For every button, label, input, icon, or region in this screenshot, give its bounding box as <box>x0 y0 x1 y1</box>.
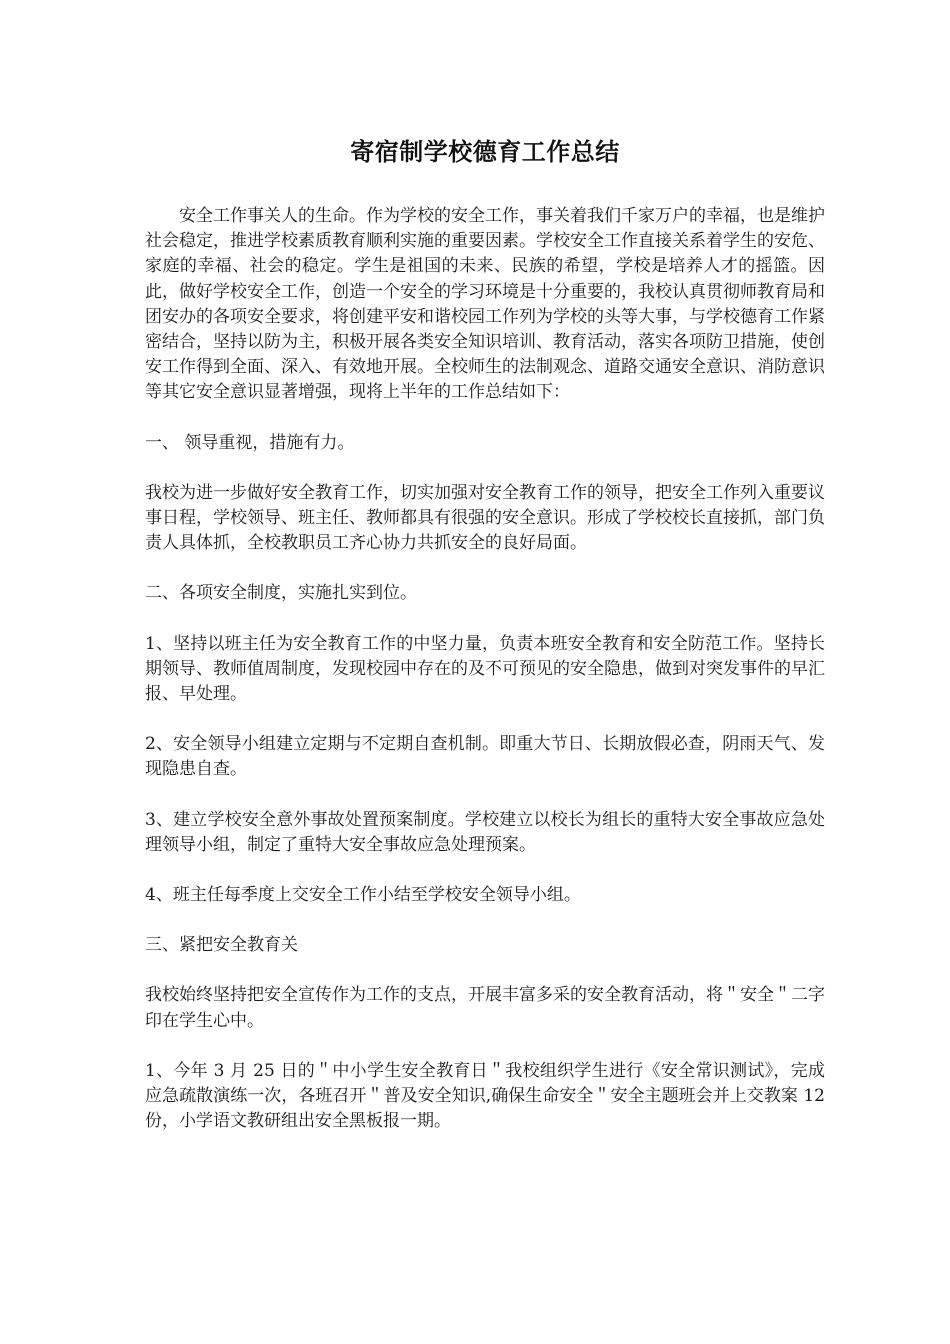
document-page <box>145 132 825 1134</box>
section-1-paragraph: 我校为进一步做好安全教育工作，切实加强对安全教育工作的领导，把安全工作列入重要议事日程，学校领导、班主任、教师都具有很强的安全意识。形成了学校校长直接抓，部门负责人具体抓，全校教职员工齐心协力共抓安全的良好局面。 <box>145 482 825 554</box>
section-2-item-3: 3、建立学校安全意外事故处置预案制度。学校建立以校长为组长的重特大安全事故应急处理领导小组，制定了重特大安全事故应急处理预案。 <box>145 809 825 855</box>
section-3-item-1: 1、今年 3 月 25 日的＂中小学生安全教育日＂我校组织学生进行《安全常识测试》，完成应急疏散演练一次，各班召开＂普及安全知识,确保生命安全＂安全主题班会并上交教案 12 份，小学语文教研组出安全黑板报一期。 <box>145 1060 825 1132</box>
section-2-item-2: 2、安全领导小组建立定期与不定期自查机制。即重大节日、长期放假必查，阴雨天气、发现隐患自查。 <box>145 734 825 780</box>
section-heading-2: 二、各项安全制度，实施扎实到位。 <box>145 583 417 604</box>
section-2-item-4: 4、班主任每季度上交安全工作小结至学校安全领导小组。 <box>145 885 581 906</box>
section-heading-3: 三、紧把安全教育关 <box>145 935 298 956</box>
document-title: 寄宿制学校德育工作总结 <box>350 138 620 166</box>
section-2-item-1: 1、坚持以班主任为安全教育工作的中坚力量，负责本班安全教育和安全防范工作。坚持长期领导、教师值周制度，发现校园中存在的及不可预见的安全隐患，做到对突发事件的早汇报、早处理。 <box>145 633 825 705</box>
section-heading-1: 一、 领导重视，措施有力。 <box>145 432 355 453</box>
section-3-paragraph: 我校始终坚持把安全宣传作为工作的支点，开展丰富多采的安全教育活动，将＂安全＂二字印在学生心中。 <box>145 985 825 1031</box>
intro-paragraph: 安全工作事关人的生命。作为学校的安全工作，事关着我们千家万户的幸福，也是维护社会稳定，推进学校素质教育顺利实施的重要因素。学校安全工作直接关系着学生的安危、家庭的幸福、社会的稳定。学生是祖国的未来、民族的希望，学校是培养人才的摇篮。因此，做好学校安全工作，创造一个安全的学习环境是十分重要的，我校认真贯彻师教育局和团安办的各项安全要求，将创建平安和谐校园工作列为学校的头等大事，与学校德育工作紧密结合，坚持以防为主，积极开展各类安全知识培训、教育活动，落实各项防卫措施，使创安工作得到全面、深入、有效地开展。全校师生的法制观念、道路交通安全意识、消防意识等其它安全意识显著增强，现将上半年的工作总结如下： <box>145 206 825 403</box>
